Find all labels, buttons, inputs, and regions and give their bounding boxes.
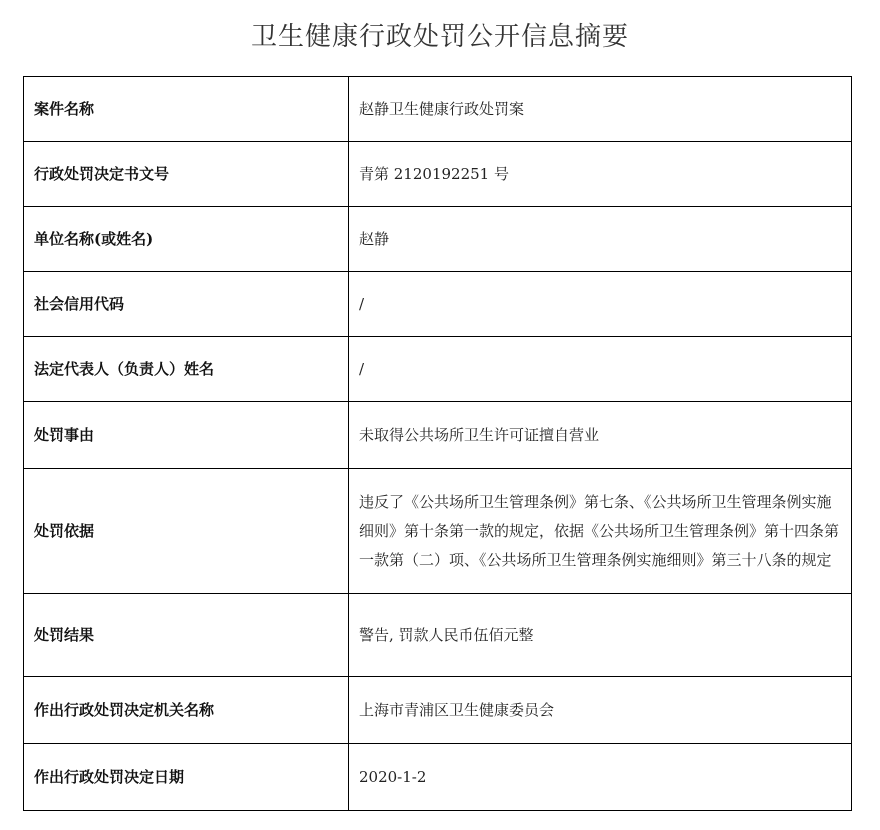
table-row-case-name (24, 77, 852, 142)
page-title: 卫生健康行政处罚公开信息摘要 (250, 22, 629, 52)
info-table (23, 76, 852, 811)
row-value: 青第 2120192251 号 (349, 142, 852, 207)
row-label: 案件名称 (24, 77, 349, 142)
row-value: / (349, 337, 852, 402)
table-row-entity-name (24, 207, 852, 272)
row-label: 单位名称(或姓名) (24, 207, 349, 272)
row-value: / (349, 272, 852, 337)
table-row-penalty-result (24, 594, 852, 677)
row-label: 作出行政处罚决定机关名称 (24, 677, 349, 744)
table-row-penalty-reason (24, 402, 852, 469)
row-value: 赵静 (349, 207, 852, 272)
table-row-penalty-basis (24, 469, 852, 594)
row-label: 行政处罚决定书文号 (24, 142, 349, 207)
row-value: 上海市青浦区卫生健康委员会 (349, 677, 852, 744)
row-label: 作出行政处罚决定日期 (24, 744, 349, 811)
row-value: 警告, 罚款人民币伍佰元整 (349, 594, 852, 677)
table-row-legal-representative (24, 337, 852, 402)
table-row-decision-date (24, 744, 852, 811)
row-label: 处罚事由 (24, 402, 349, 469)
row-value: 赵静卫生健康行政处罚案 (349, 77, 852, 142)
table-row-authority-name (24, 677, 852, 744)
row-value: 违反了《公共场所卫生管理条例》第七条、《公共场所卫生管理条例实施细则》第十条第一款的规定，依据《公共场所卫生管理条例》第十四条第一款第（二）项、《公共场所卫生管理条例实施细则》第三十八条的规定 (349, 469, 852, 594)
row-label: 法定代表人（负责人）姓名 (24, 337, 349, 402)
table-row-decision-number (24, 142, 852, 207)
table-row-credit-code (24, 272, 852, 337)
row-label: 社会信用代码 (24, 272, 349, 337)
row-value: 未取得公共场所卫生许可证擅自营业 (349, 402, 852, 469)
row-label: 处罚结果 (24, 594, 349, 677)
row-label: 处罚依据 (24, 469, 349, 594)
row-value: 2020-1-2 (349, 744, 852, 811)
